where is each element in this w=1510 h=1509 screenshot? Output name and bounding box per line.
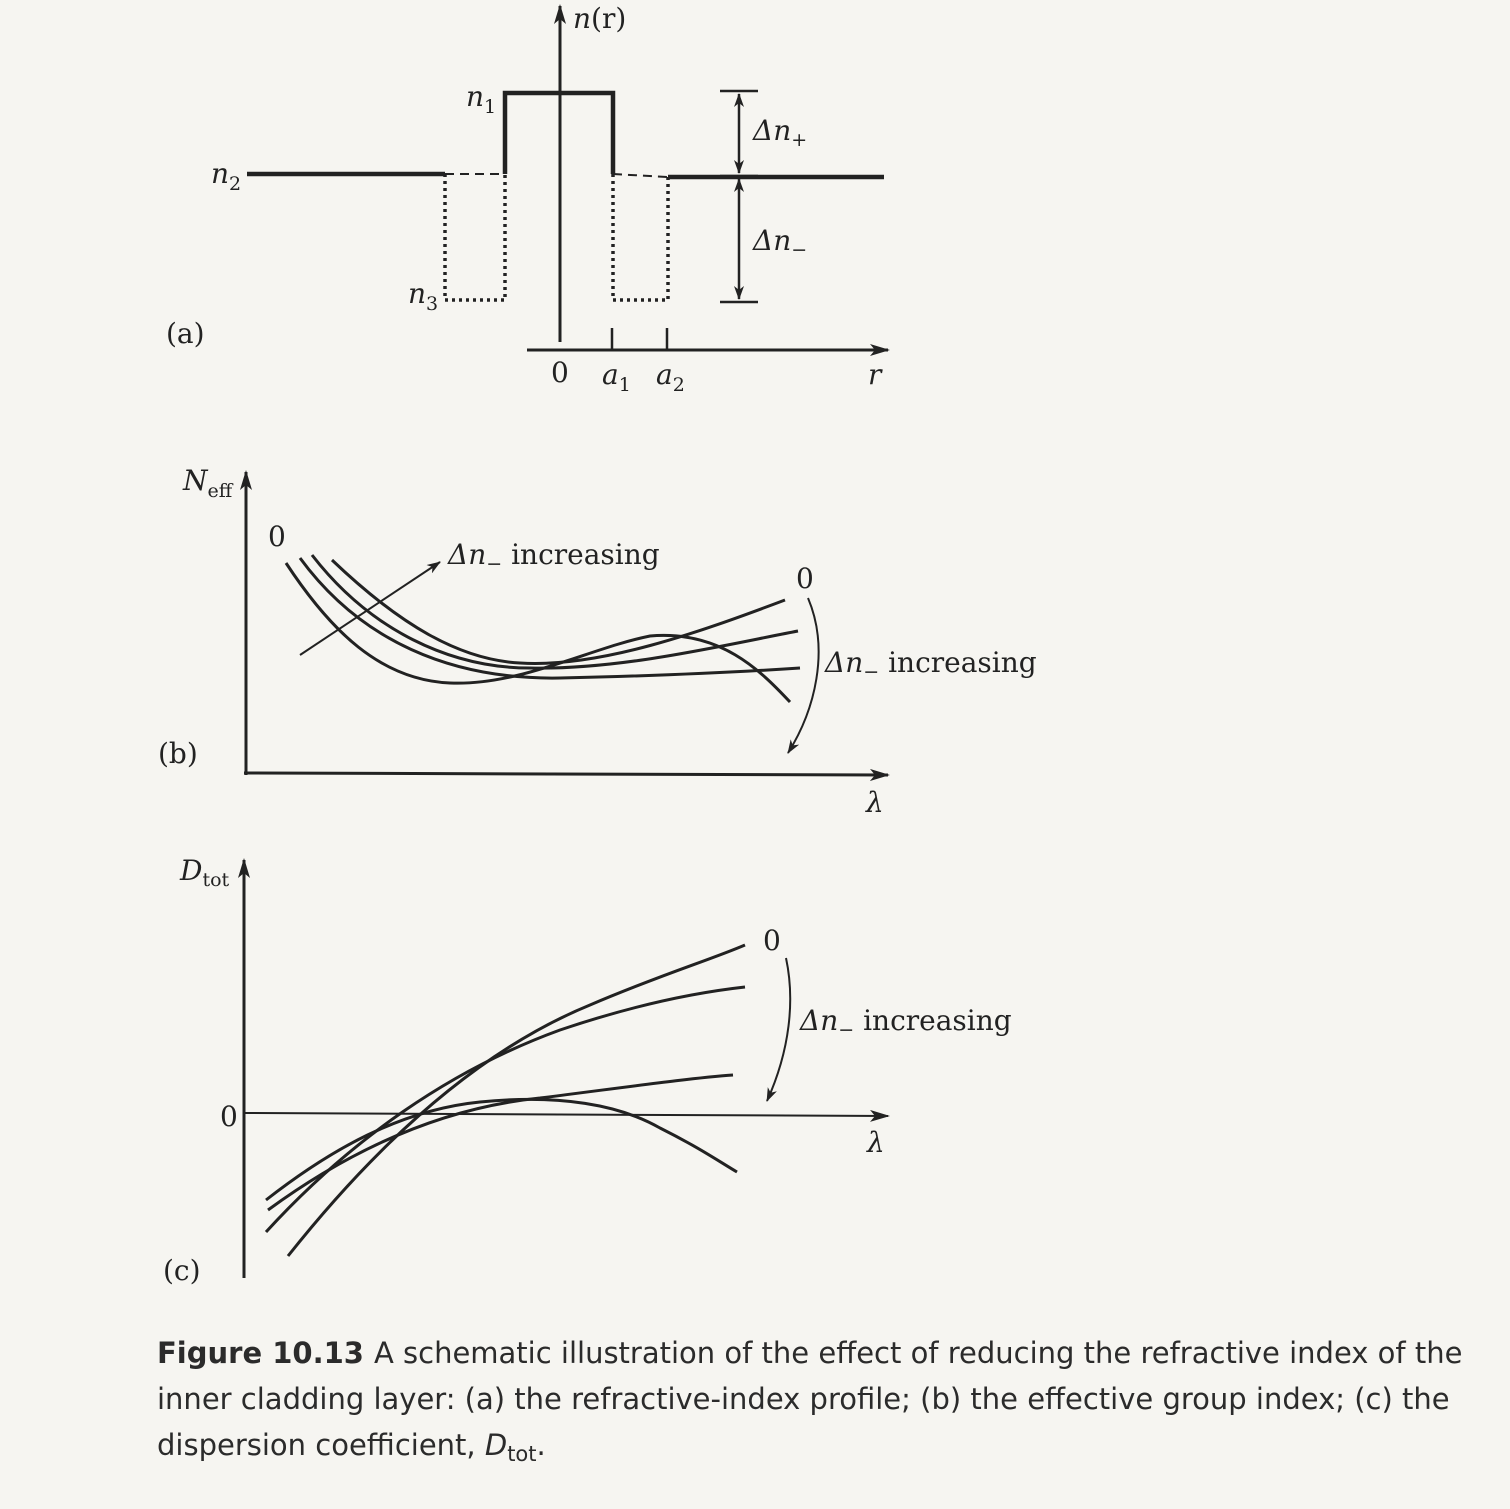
panel-c-x-axis-label: λ bbox=[867, 1126, 885, 1159]
panel-b-label: (b) bbox=[158, 737, 198, 770]
panel-c-annotation-zero: 0 bbox=[763, 924, 781, 957]
panel-b-annotation-zero-right: 0 bbox=[796, 562, 814, 595]
panel-a-tick-label-0: 0 bbox=[551, 356, 569, 389]
panel-b-curve-2 bbox=[312, 555, 798, 668]
panel-b-annotation-increasing-right: $\Delta n_-$ increasing bbox=[825, 646, 1037, 683]
figure-number: Figure 10.13 bbox=[157, 1336, 364, 1370]
panel-a-n3-label: $n_3$ bbox=[408, 277, 439, 315]
panel-c-x-axis bbox=[244, 1113, 888, 1116]
panel-b-annotation-zero-left: 0 bbox=[268, 520, 286, 553]
caption-symbol-subscript: tot bbox=[507, 1442, 537, 1466]
panel-b-curve-4 bbox=[286, 563, 790, 702]
panel-c-label: (c) bbox=[163, 1254, 201, 1287]
panel-a-delta-plus-label: $\Delta n_+$ bbox=[753, 114, 808, 151]
caption-text: A schematic illustration of the effect of reducing the refractive index of the inner cladding layer: (a) the refractive-index profile; (b) the effective group index; (c) the dispersion coefficient, bbox=[157, 1336, 1463, 1462]
panel-b-annotation-increasing-left: $\Delta n_-$ increasing bbox=[448, 538, 660, 575]
figure-caption bbox=[157, 1330, 1497, 1477]
panel-b-arrow-curved bbox=[788, 598, 819, 753]
panel-b-x-axis bbox=[244, 773, 888, 775]
panel-c bbox=[163, 854, 1012, 1287]
panel-a-x-axis-label: r bbox=[868, 358, 882, 391]
panel-a-y-axis-label: n(r) bbox=[573, 2, 627, 35]
caption-symbol: D bbox=[484, 1428, 508, 1462]
panel-c-y-axis-label: $D_{tot}$ bbox=[180, 854, 230, 891]
panel-a-delta-minus-label: $\Delta n_-$ bbox=[753, 224, 808, 261]
panel-b-y-axis-label: $N_{eff}$ bbox=[183, 464, 233, 502]
panel-a-reference-dash bbox=[445, 174, 668, 177]
panel-a-tick-label-a1: $a_1$ bbox=[602, 358, 631, 396]
panel-b bbox=[158, 464, 1037, 819]
panel-a bbox=[166, 2, 888, 396]
panel-a-depressed-cladding bbox=[445, 174, 668, 300]
panel-a-tick-label-a2: $a_2$ bbox=[656, 358, 685, 396]
panel-c-annotation-increasing: $\Delta n_-$ increasing bbox=[800, 1004, 1012, 1041]
panel-a-n1-label: $n_1$ bbox=[466, 80, 497, 118]
panel-c-zero-label: 0 bbox=[220, 1100, 238, 1133]
panel-b-x-axis-label: λ bbox=[866, 786, 884, 819]
panel-a-n2-label: $n_2$ bbox=[211, 157, 242, 195]
caption-end: . bbox=[536, 1428, 546, 1462]
panel-c-arrow-curved bbox=[767, 958, 790, 1101]
panel-a-label: (a) bbox=[166, 317, 205, 350]
panel-c-curve-3 bbox=[268, 1075, 733, 1210]
